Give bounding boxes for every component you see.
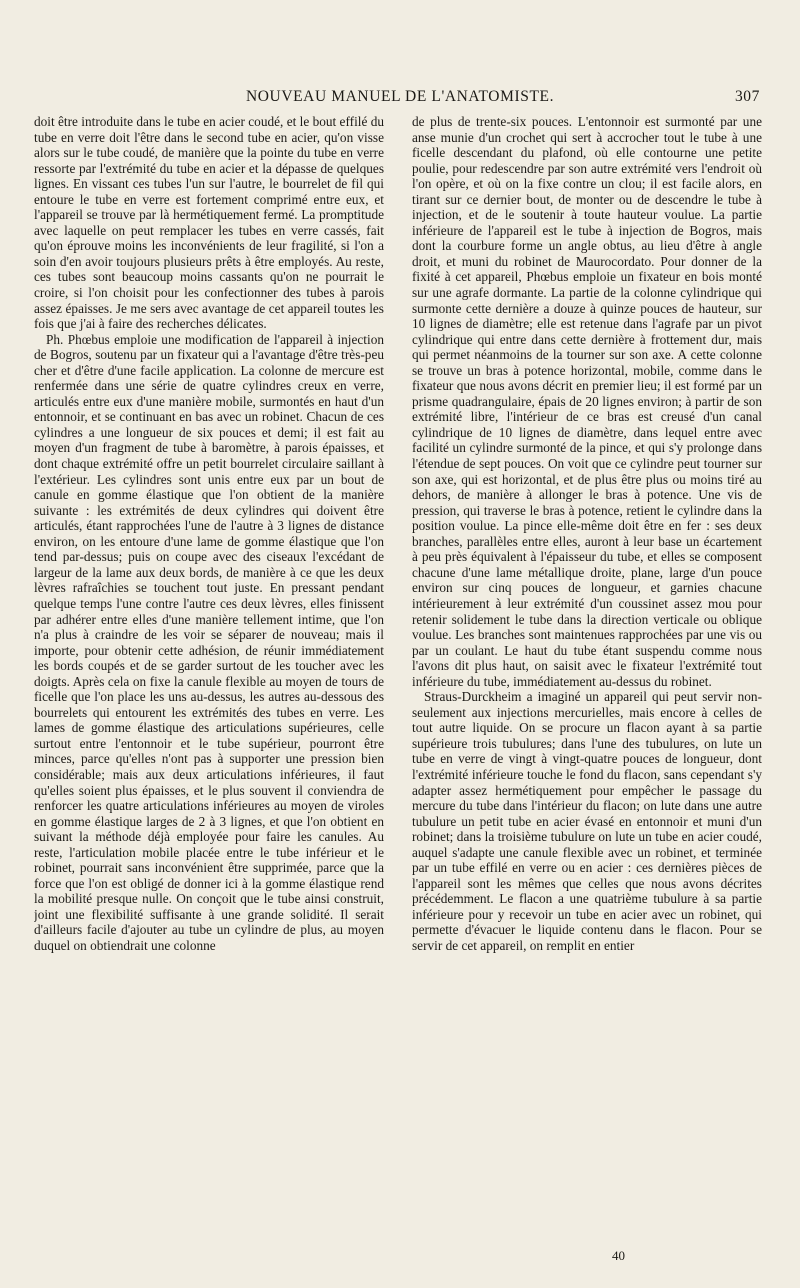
paragraph: Ph. Phœbus emploie une modification de l'appareil à injection de Bogros, soutenu par un fixateur qui a l'avantage d'être très-peu cher et d'être d'une facile application. La colonne de mercure est renfermée dans une série de quatre cylindres creux en verre, articulés entre eux d'une manière mobile, surmontés en haut d'un entonnoir, et se continuant en bas avec un robinet. Chacun de ces cylindres a une longueur de six pouces et demi; il est fait au moyen d'un fragment de tube à baromètre, à parois épaisses, et dont chaque extrémité offre un petit bourrelet circulaire saillant à l'extérieur. Les cylindres sont unis entre eux par un bout de canule en gomme élastique que l'on obtient de la manière suivante : les extrémités de deux cylindres qui doivent être articulés, étant rapprochées l'une de l'autre à 3 lignes de distance environ, on les entoure d'une lame de gomme élastique que l'on tend par-dessus; puis on coupe avec des ciseaux l'excédant de largeur de la lame aux deux bords, de manière à ce que les deux lèvres rafraîchies se touchent tout juste. En pressant pendant quelque temps l'une contre l'autre ces deux lèvres, elles finissent par adhérer entre elles d'une manière tellement intime, que l'on n'a plus à craindre de les voir se séparer de nouveau; mais il importe, pour obtenir cette adhésion, de réunir immédiatement les bords coupés et de se garder surtout de les toucher avec les doigts. Après cela on fixe la canule flexible au moyen de tours de ficelle que l'on place les uns au-dessus, les autres au-dessous des bourrelets qui entourent les extrémités des tubes en verre. Les lames de gomme élastique des articulations supérieures, celle surtout entre l'entonnoir et le tube supérieur, pourront être minces, parce qu'elles n'ont pas à supporter une pression bien considérable; mais aux deux articulations inférieures, il faut qu'elles soient plus épaisses, et le plus souvent il conviendra de renforcer les quatre articulations inférieures au moyen de viroles en gomme élastique larges de 2 à 3 lignes, et que l'on obtient en suivant la méthode déjà employée pour faire les canules. Au reste, l'articulation mobile placée entre le tube inférieur et le robinet, pourrait sans inconvénient être supprimée, parce que la force que l'on est obligé de donner ici à la gomme élastique rend la mobilité presque nulle. On conçoit que le tube ainsi construit, joint une flexibilité suffisante à une grande solidité. Il serait d'ailleurs facile d'ajouter au tube un cylindre de plus, au moyen duquel on obtiendrait une colonne [34, 331, 384, 953]
page-number: 307 [734, 88, 760, 105]
paragraph: Straus-Durckheim a imaginé un appareil qui peut servir non-seulement aux injections mercurielles, mais encore à celles de tout autre liquide. On se procure un flacon ayant à sa partie supérieure trois tubulures; dans l'une des tubulures, on lute un tube en verre de vingt à vingt-quatre pouces de longueur, dont l'extrémité inférieure touche le fond du flacon, sans cependant s'y adapter assez hermétiquement pour empêcher le passage du mercure du tube dans l'intérieur du flacon; on lute dans une autre tubulure un petit tube en acier évasé en entonnoir et muni d'un robinet; dans la troisième tubulure on lute un tube en acier coudé, auquel s'adapte une canule flexible avec un robinet, et terminée par un tube effilé en verre ou en acier : ces dernières pièces de l'appareil sont les mêmes que celles que nous avons décrites précédemment. Le flacon a une quatrième tubulure à sa partie inférieure pour y recevoir un tube en acier avec un robinet, qui permette d'évacuer le liquide contenu dans le flacon. Pour se servir de cet appareil, on remplit en entier [412, 689, 762, 953]
running-title: NOUVEAU MANUEL DE L'ANATOMISTE. [245, 88, 555, 105]
signature-mark: 40 [612, 1248, 625, 1263]
right-column [412, 114, 762, 1264]
left-column [34, 114, 384, 1264]
paragraph: de plus de trente-six pouces. L'entonnoir est surmonté par une anse munie d'un crochet qui sert à accrocher tout le tube à une ficelle descendant du plafond, où elle contourne une petite poulie, pour redescendre par son autre extrémité vers l'endroit où l'on opère, et où on la fixe contre un clou; il est facile alors, en tirant sur ce dernier bout, de monter ou de descendre le tube à injection, et de le soutenir à toute hauteur voulue. La partie inférieure de l'appareil est le tube à injection de Bogros, mais dont la courbure forme un angle obtus, au lieu d'être à angle droit, et muni du robinet de Maurocordato. Pour donner de la fixité à cet appareil, Phœbus emploie un fixateur en bois monté sur une agrafe dormante. La partie de la colonne cylindrique qui surmonte cette dernière a douze à quinze pouces de hauteur, sur 10 lignes de diamètre; elle est retenue dans l'agrafe par un pivot cylindrique qui entre dans cette dernière à frottement dur, mais qui permet néanmoins de la tourner sur son axe. A cette colonne se trouve un bras à potence horizontal, mobile, comme dans le fixateur que nous avons décrit en premier lieu; il est formé par un prisme quadrangulaire, épais de 20 lignes environ; à partir de son extrémité libre, l'intérieur de ce bras est creusé d'un canal cylindrique de 10 lignes de diamètre, dans lequel entre avec facilité un cylindre surmonté de la pince, et qui s'y prolonge dans l'étendue de sept pouces. On voit que ce cylindre peut tourner sur son axe, qui est horizontal, et de plus être plus ou moins tiré au dehors, de manière à allonger le bras à potence. Une vis de pression, qui traverse le bras à potence, retient le cylindre dans la position voulue. La pince elle-même doit être en fer : ses deux branches, parallèles entre elles, auront à leur base un écartement à peu près équivalent à l'épaisseur du tube, et elles se composent chacune d'une lame métallique droite, plane, large d'un pouce environ sur cinq pouces de longueur, et garnies chacune intérieurement à leur extrémité d'un coussinet assez mou pour retenir solidement le tube dans la direction verticale ou oblique voulue. Les branches sont maintenues rapprochées par une vis ou par un coulant. Le haut du tube étant suspendu comme nous l'avons dit plus haut, on saisit avec le fixateur l'extrémité tout inférieure du tube, immédiatement au-dessus du robinet. [412, 114, 762, 689]
paragraph: doit être introduite dans le tube en acier coudé, et le bout effilé du tube en verre doit l'être dans le second tube en acier, qu'on visse alors sur le tube coudé, de manière que la pointe du tube en verre ressorte par l'extrémité du tube en acier et la dépasse de quelques lignes. En vissant ces tubes l'un sur l'autre, le bourrelet de fil qui entoure le tube en verre est fortement comprimé entre eux, et l'appareil se trouve par là hermétiquement fermé. La promptitude avec laquelle on peut remplacer les tubes en verre cassés, fait qu'on éprouve moins les inconvénients de leur fragilité, si l'on a soin d'en avoir toujours plusieurs prêts à être employés. Au reste, ces tubes sont beaucoup moins cassants qu'on ne pourrait le croire, si l'on choisit pour les confectionner des tubes à parois assez épaisses. Je me sers avec avantage de cet appareil toutes les fois que j'ai à faire des recherches délicates. [34, 114, 384, 332]
running-head [34, 88, 766, 110]
